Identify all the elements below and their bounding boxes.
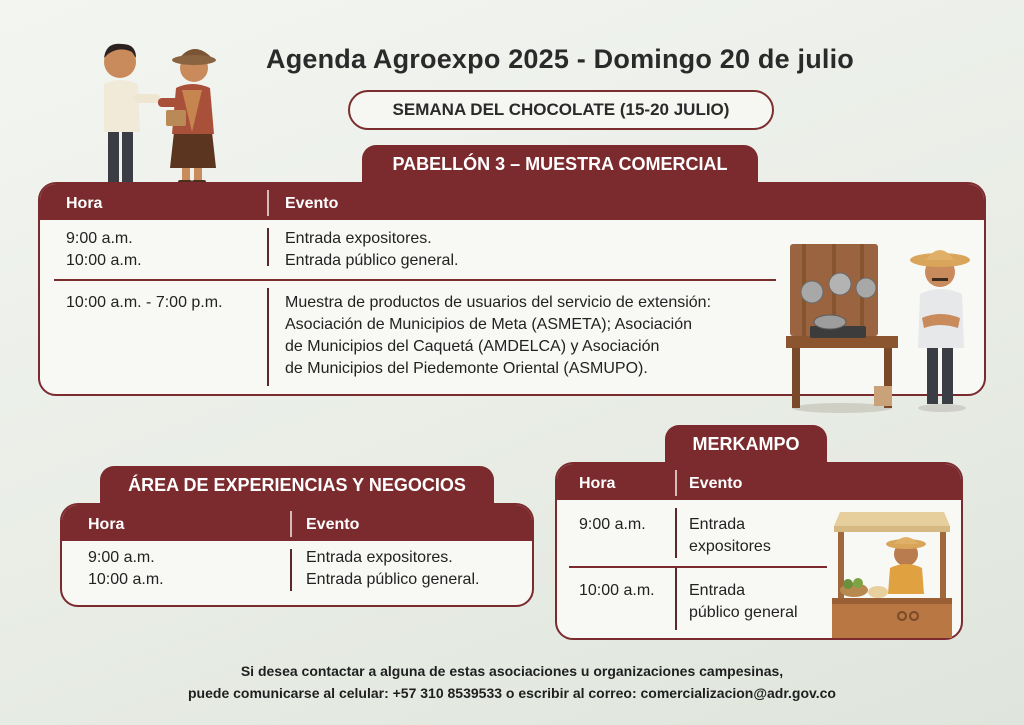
evento-text: público general	[689, 604, 798, 621]
experiencias-table	[60, 503, 534, 607]
table-row-evento	[285, 228, 458, 272]
evento-text: Entrada expositores.	[306, 549, 453, 566]
page-title: Agenda Agroexpo 2025 - Domingo 20 de julio	[266, 44, 854, 74]
merkampo-header-row	[557, 464, 961, 500]
evento-text: Entrada	[689, 582, 746, 599]
market-stall-illustration	[832, 512, 952, 638]
table-row-hora: 9:00 a.m.	[579, 516, 646, 533]
evento-text: Muestra de productos de usuarios del servicio de extensión:	[285, 294, 712, 311]
col-hora-header: Hora	[66, 195, 103, 212]
footer-line: Si desea contactar a alguna de estas asociaciones u organizaciones campesinas,	[240, 663, 784, 679]
table-row-evento	[689, 514, 771, 558]
table-row-hora: 10:00 a.m.	[579, 582, 655, 599]
pabellon-tab: PABELLÓN 3 – MUESTRA COMERCIAL	[362, 145, 758, 183]
experiencias-header-row	[62, 505, 532, 541]
table-row-evento	[306, 547, 479, 591]
table-row-hora	[88, 547, 164, 591]
evento-text: Entrada público general.	[285, 252, 459, 269]
week-badge: SEMANA DEL CHOCOLATE (15-20 JULIO)	[348, 90, 774, 130]
col-evento-header: Evento	[306, 516, 360, 533]
handshake-illustration	[92, 32, 232, 197]
pabellon-header-row	[40, 184, 984, 220]
evento-text: Entrada público general.	[306, 571, 480, 588]
evento-text: de Municipios del Caquetá (AMDELCA) y Asociación	[285, 338, 660, 355]
table-row-hora: 10:00 a.m. - 7:00 p.m.	[66, 294, 223, 311]
evento-text: Asociación de Municipios de Meta (ASMETA); Asociación	[285, 316, 692, 333]
col-hora-header: Hora	[88, 516, 125, 533]
contact-footer	[100, 660, 924, 704]
farmer-kitchen-illustration	[782, 236, 978, 416]
evento-text: Entrada	[689, 516, 746, 533]
table-row-evento	[285, 292, 711, 380]
col-evento-header: Evento	[285, 195, 339, 212]
hora-text: 9:00 a.m.	[88, 549, 155, 566]
table-row-evento	[689, 580, 798, 624]
footer-line: puede comunicarse al celular: +57 310 8539533 o escribir al correo: comercializacion@adr.gov.co	[188, 685, 836, 701]
hora-text: 10:00 a.m.	[88, 571, 164, 588]
table-row-hora	[66, 228, 142, 272]
col-evento-header: Evento	[689, 475, 743, 492]
merkampo-tab: MERKAMPO	[665, 425, 827, 463]
hora-text: 10:00 a.m.	[66, 252, 142, 269]
evento-text: Entrada expositores.	[285, 230, 432, 247]
col-hora-header: Hora	[579, 475, 616, 492]
experiencias-tab: ÁREA DE EXPERIENCIAS Y NEGOCIOS	[100, 466, 494, 504]
evento-text: de Municipios del Piedemonte Oriental (ASMUPO).	[285, 360, 648, 377]
evento-text: expositores	[689, 538, 771, 555]
hora-text: 9:00 a.m.	[66, 230, 133, 247]
